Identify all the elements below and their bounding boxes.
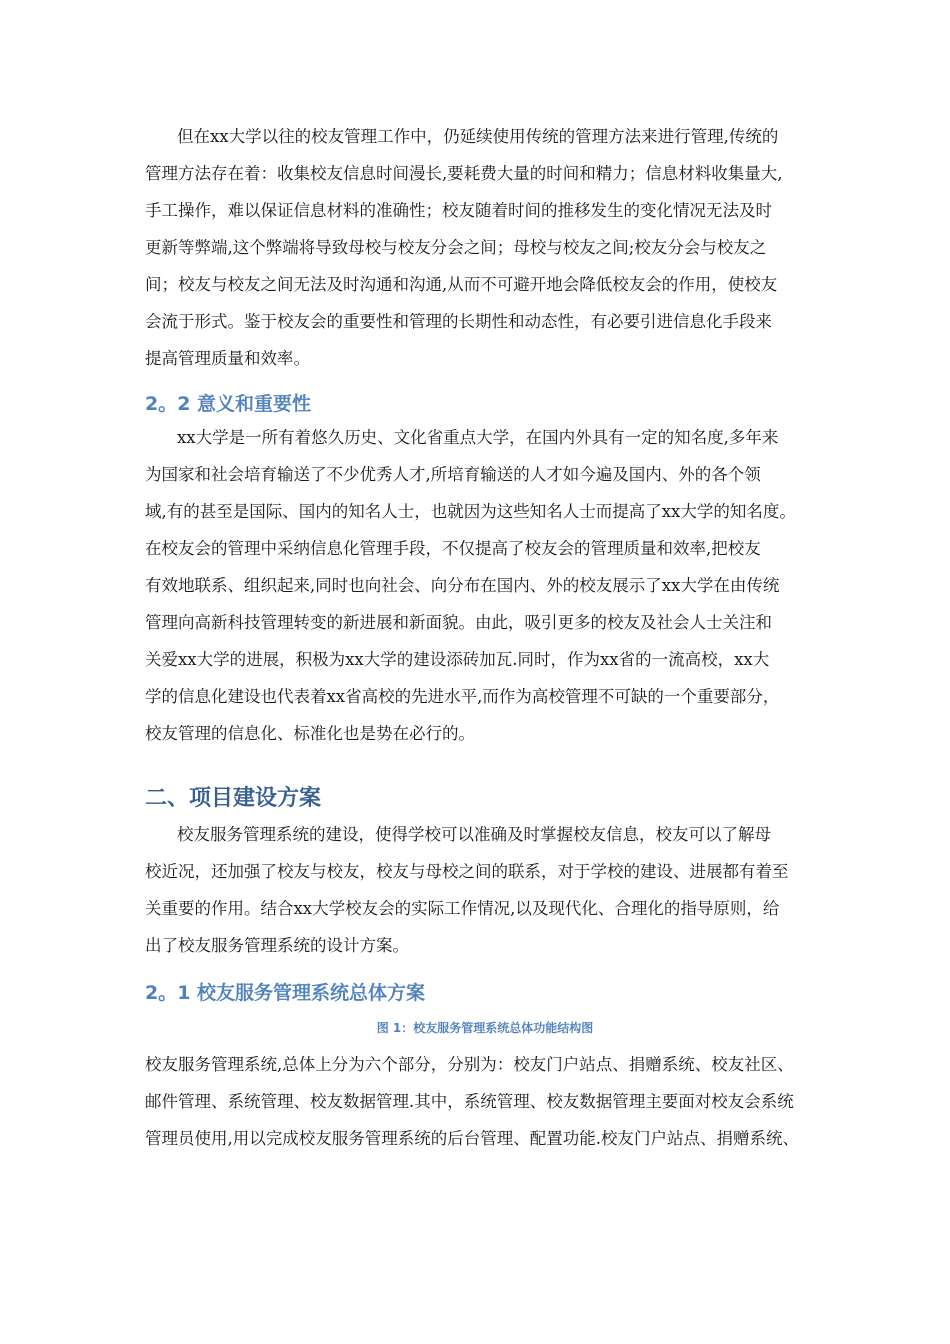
paragraph-line: 校近况，还加强了校友与校友，校友与母校之间的联系，对于学校的建设、进展都有着至	[145, 862, 789, 881]
paragraph-line: 在校友会的管理中采纳信息化管理手段，不仅提高了校友会的管理质量和效率,把校友	[145, 539, 761, 558]
paragraph-line: 但在xx大学以往的校友管理工作中，仍延续使用传统的管理方法来进行管理,传统的	[177, 127, 779, 146]
paragraph-line: 学的信息化建设也代表着xx省高校的先进水平,而作为高校管理不可缺的一个重要部分，	[145, 687, 780, 706]
paragraph-line: 间；校友与校友之间无法及时沟通和沟通,从而不可避开地会降低校友会的作用，使校友	[145, 275, 778, 294]
paragraph-line: 校友服务管理系统的建设，使得学校可以准确及时掌握校友信息，校友可以了解母	[177, 825, 771, 844]
paragraph-line: 有效地联系、组织起来,同时也向社会、向分布在国内、外的校友展示了xx大学在由传统	[145, 576, 780, 595]
paragraph-line: 域,有的甚至是国际、国内的知名人士，也就因为这些知名人士而提高了xx大学的知名度。	[145, 502, 796, 521]
paragraph-line: 关重要的作用。结合xx大学校友会的实际工作情况,以及现代化、合理化的指导原则，给	[145, 899, 780, 918]
paragraph-line: 校友服务管理系统,总体上分为六个部分，分别为：校友门户站点、捐赠系统、校友社区、	[145, 1055, 794, 1074]
paragraph-line: 更新等弊端,这个弊端将导致母校与校友分会之间；母校与校友之间;校友分会与校友之	[145, 238, 767, 257]
paragraph-line: 邮件管理、系统管理、校友数据管理.其中，系统管理、校友数据管理主要面对校友会系统	[145, 1092, 794, 1111]
figure-caption: 图 1：校友服务管理系统总体功能结构图	[376, 1021, 594, 1035]
chapter-heading-2: 二、项目建设方案	[145, 786, 322, 811]
paragraph-line: 管理员使用,用以完成校友服务管理系统的后台管理、配置功能.校友门户站点、捐赠系统、	[145, 1129, 799, 1148]
paragraph-line: 管理向高新科技管理转变的新进展和新面貌。由此，吸引更多的校友及社会人士关注和	[145, 613, 772, 632]
paragraph-line: 手工操作，难以保证信息材料的准确性；校友随着时间的推移发生的变化情况无法及时	[145, 201, 772, 220]
intro-paragraph	[145, 118, 825, 377]
section-heading-2-1: 2。1 校友服务管理系统总体方案	[145, 982, 426, 1004]
paragraph-line: 会流于形式。鉴于校友会的重要性和管理的长期性和动态性，有必要引进信息化手段来	[145, 312, 772, 331]
paragraph-line: 为国家和社会培育输送了不少优秀人才,所培育输送的人才如今遍及国内、外的各个领	[145, 465, 761, 484]
paragraph-line: 关爱xx大学的进展，积极为xx大学的建设添砖加瓦.同时，作为xx省的一流高校，xx大	[145, 650, 770, 669]
significance-paragraph	[145, 419, 825, 752]
overall-plan-paragraph	[145, 1046, 825, 1157]
section-heading-2-2: 2。2 意义和重要性	[145, 393, 312, 415]
paragraph-line: 出了校友服务管理系统的设计方案。	[145, 936, 409, 955]
paragraph-line: xx大学是一所有着悠久历史、文化省重点大学，在国内外具有一定的知名度,多年来	[177, 428, 779, 447]
paragraph-line: 校友管理的信息化、标准化也是势在必行的。	[145, 724, 475, 743]
project-plan-paragraph	[145, 816, 825, 964]
paragraph-line: 管理方法存在着：收集校友信息时间漫长,要耗费大量的时间和精力；信息材料收集量大,	[145, 164, 783, 183]
document-page	[145, 118, 825, 1157]
paragraph-line: 提高管理质量和效率。	[145, 349, 310, 368]
